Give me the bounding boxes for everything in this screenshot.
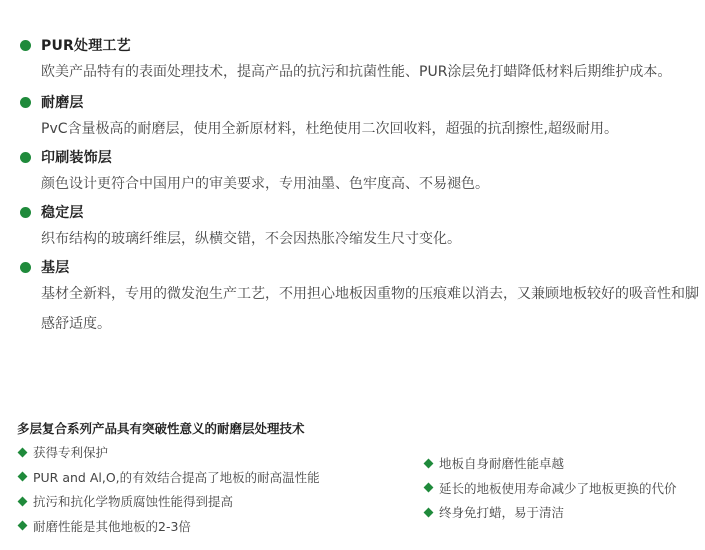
green-dot-icon [20, 152, 31, 163]
feature-section-list [20, 32, 700, 339]
section-header [20, 89, 700, 115]
section-header [20, 32, 700, 58]
diamond-bullet-icon [424, 458, 434, 468]
section-description: 颜色设计更符合中国用户的审美要求，专用油墨、色牢度高、不易褪色。 [41, 176, 489, 192]
section-base-layer [20, 254, 700, 339]
list-item-text: 耐磨性能是其他地板的2-3倍 [33, 518, 191, 534]
diamond-bullet-icon [424, 483, 434, 493]
section-description: 欧美产品特有的表面处理技术，提高产品的抗污和抗菌性能、PUR涂层免打蜡降低材料后期维护成本。 [41, 64, 672, 80]
list-item [17, 465, 417, 490]
green-dot-icon [20, 207, 31, 218]
list-item-text: 终身免打蜡，易于清洁 [439, 505, 565, 521]
section-pur-process [20, 32, 700, 87]
summary-columns [17, 440, 705, 550]
diamond-bullet-icon [18, 472, 28, 482]
list-item-text: 地板自身耐磨性能卓越 [439, 456, 565, 472]
green-dot-icon [20, 262, 31, 273]
summary-block [17, 418, 705, 550]
list-item [17, 489, 417, 514]
diamond-bullet-icon [424, 507, 434, 517]
summary-right-list [423, 451, 705, 525]
green-dot-icon [20, 97, 31, 108]
diamond-bullet-icon [18, 447, 28, 457]
section-title: 印刷装饰层 [41, 150, 112, 166]
list-item-text: 抗污和抗化学物质腐蚀性能得到提高 [33, 494, 234, 510]
summary-title: 多层复合系列产品具有突破性意义的耐磨层处理技术 [17, 421, 305, 436]
section-description: 基材全新料，专用的微发泡生产工艺，不用担心地板因重物的压痕难以消去，又兼顾地板较好的吸音性和脚感舒适度。 [41, 286, 699, 332]
list-item [423, 451, 705, 476]
section-description: PvC含量极高的耐磨层，使用全新原材料，杜绝使用二次回收料，超强的抗刮擦性,超级耐用。 [41, 121, 618, 137]
summary-left-list [17, 440, 417, 538]
list-item-text: 获得专利保护 [33, 445, 109, 461]
section-title: 基层 [41, 260, 70, 276]
section-header [20, 254, 700, 280]
green-dot-icon [20, 40, 31, 51]
section-print-decor-layer [20, 144, 700, 199]
section-stability-layer [20, 199, 700, 254]
diamond-bullet-icon [18, 521, 28, 531]
section-header [20, 144, 700, 170]
list-item [423, 500, 705, 525]
list-item-text: PUR and Al,O,的有效结合提高了地板的耐高温性能 [33, 469, 320, 485]
section-wear-layer [20, 89, 700, 144]
section-title: 耐磨层 [41, 95, 84, 111]
list-item-text: 延长的地板使用寿命减少了地板更换的代价 [439, 480, 677, 496]
section-header [20, 199, 700, 225]
section-description: 织布结构的玻璃纤维层，纵横交错，不会因热胀冷缩发生尺寸变化。 [41, 231, 461, 247]
section-title: PUR处理工艺 [41, 38, 131, 54]
list-item [17, 514, 417, 539]
list-item [423, 476, 705, 501]
diamond-bullet-icon [18, 496, 28, 506]
list-item [17, 440, 417, 465]
section-title: 稳定层 [41, 205, 84, 221]
